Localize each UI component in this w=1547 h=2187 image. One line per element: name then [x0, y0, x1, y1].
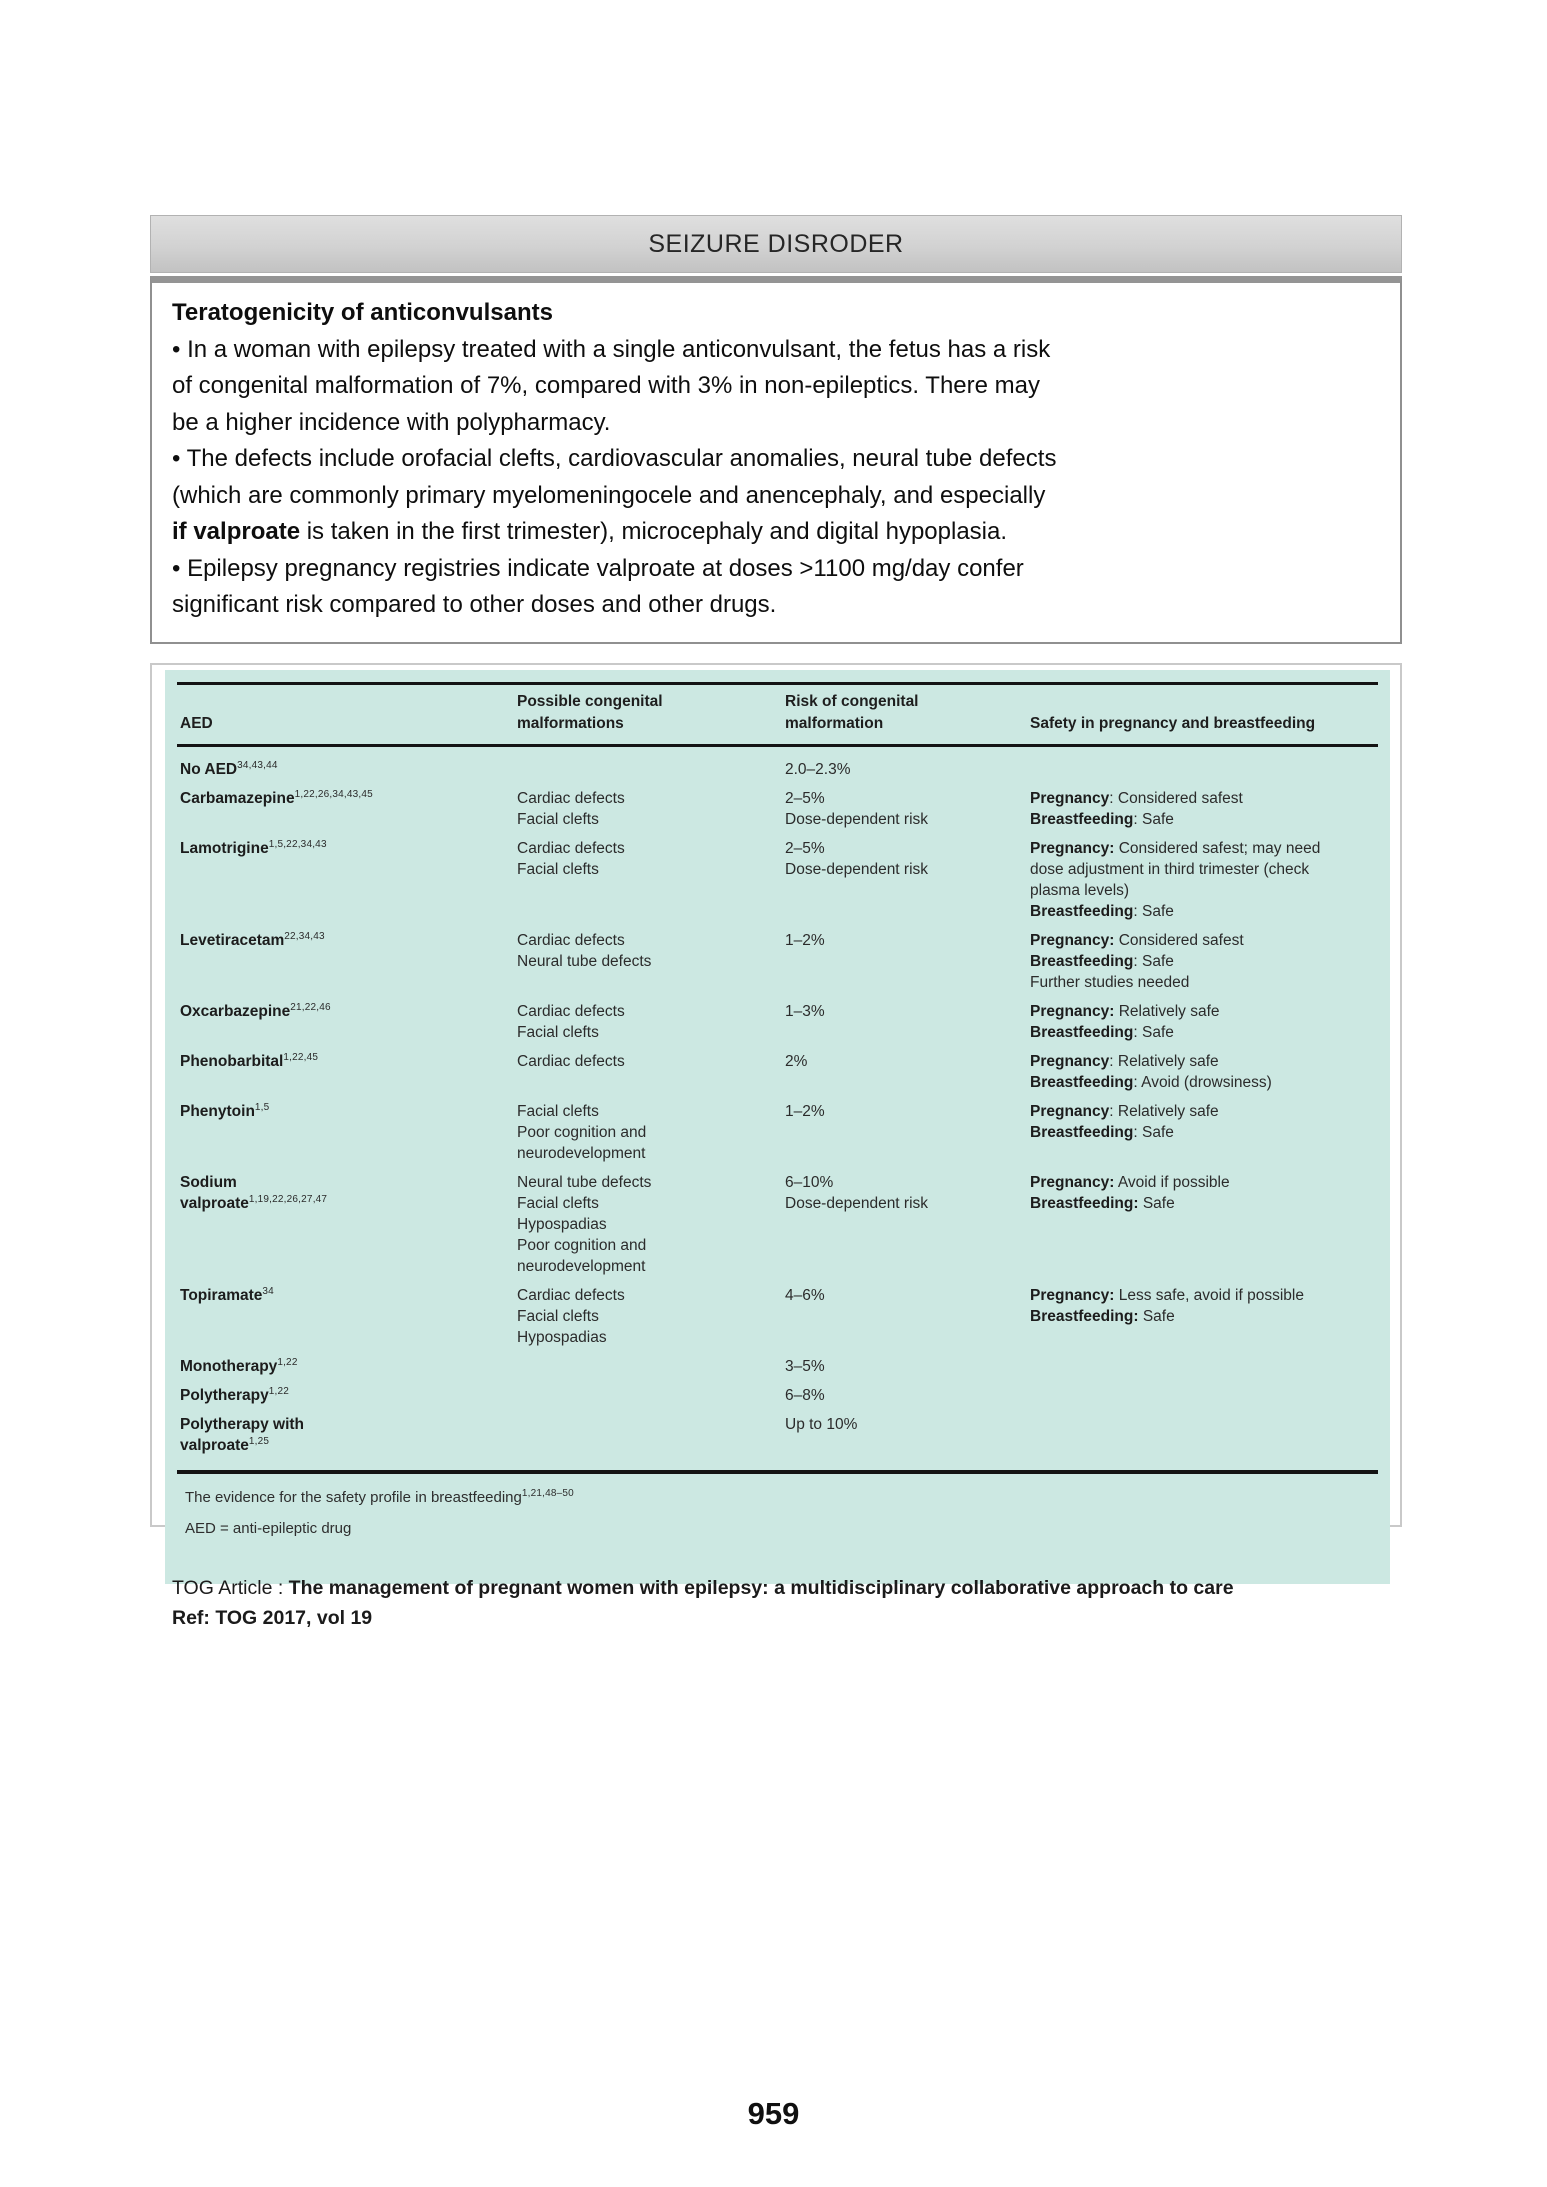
- aed-name-line: valproate$^{1,25}$: [180, 1435, 270, 1454]
- table-row: [165, 1414, 1390, 1456]
- aed-cell: [165, 838, 517, 922]
- risk-line: 2%: [785, 1052, 808, 1070]
- citation-prefix: TOG Article :: [172, 1576, 289, 1599]
- info-box-body: [172, 332, 1378, 624]
- safety-line: plasma levels): [1030, 881, 1130, 899]
- risk-cell: [785, 1356, 1030, 1377]
- malformation-line: Neural tube defects: [517, 952, 652, 970]
- column-header: [165, 713, 517, 735]
- risk-line: 3–5%: [785, 1357, 825, 1375]
- safety-line: Breastfeeding: Avoid (drowsiness): [1030, 1073, 1272, 1091]
- citation-ref-text: Ref: TOG 2017, vol 19: [172, 1606, 373, 1629]
- column-header: [1030, 713, 1388, 735]
- malformations-cell: [517, 1051, 785, 1093]
- aed-name-line: Topiramate$^{34}$: [180, 1285, 274, 1304]
- table-row: [165, 1285, 1390, 1348]
- safety-cell: [1030, 1285, 1388, 1348]
- aed-cell: [165, 759, 517, 780]
- table-header-row: [165, 685, 1390, 744]
- aed-name-line: Oxcarbazepine$^{21,22,46}$: [180, 1001, 331, 1020]
- safety-cell: [1030, 1172, 1388, 1277]
- malformation-line: neurodevelopment: [517, 1257, 646, 1275]
- table-row: [165, 1101, 1390, 1164]
- section-title: SEIZURE DISRODER: [648, 229, 904, 258]
- aed-name-line: Phenobarbital$^{1,22,45}$: [180, 1051, 319, 1070]
- risk-line: 4–6%: [785, 1286, 825, 1304]
- aed-cell: [165, 1356, 517, 1377]
- safety-cell: [1030, 1101, 1388, 1164]
- aed-name-line: No AED$^{34,43,44}$: [180, 759, 278, 778]
- risk-line: Up to 10%: [785, 1415, 858, 1433]
- safety-cell: [1030, 1414, 1388, 1456]
- malformation-line: Cardiac defects: [517, 931, 625, 949]
- malformation-line: Facial clefts: [517, 1194, 599, 1212]
- aed-cell: [165, 1172, 517, 1277]
- aed-cell: [165, 1414, 517, 1456]
- table-footnote-line: The evidence for the safety profile in breastfeeding$^{1,21,48-50}$: [185, 1487, 574, 1506]
- safety-cell: [1030, 1001, 1388, 1043]
- info-box-heading: Teratogenicity of anticonvulsants: [172, 299, 553, 326]
- table-row: [165, 1356, 1390, 1377]
- safety-line: Breastfeeding: Safe: [1030, 1307, 1175, 1325]
- page-number: 959: [747, 2096, 800, 2131]
- risk-line: 6–10%: [785, 1173, 834, 1191]
- malformations-cell: [517, 1414, 785, 1456]
- malformation-line: Facial clefts: [517, 1307, 599, 1325]
- safety-line: Breastfeeding: Safe: [1030, 902, 1174, 920]
- malformations-cell: [517, 1356, 785, 1377]
- aed-table-frame: [150, 663, 1402, 1537]
- malformations-cell: [517, 1285, 785, 1348]
- malformation-line: Poor cognition and: [517, 1123, 647, 1141]
- risk-cell: [785, 1414, 1030, 1456]
- reference-superscript: 21,22,46: [290, 1001, 331, 1013]
- safety-line: Pregnancy: Avoid if possible: [1030, 1173, 1230, 1191]
- table-row: [165, 930, 1390, 993]
- reference-superscript: 1,19,22,26,27,47: [248, 1193, 328, 1205]
- safety-cell: [1030, 1051, 1388, 1093]
- risk-cell: [785, 1385, 1030, 1406]
- malformation-line: Cardiac defects: [517, 839, 625, 857]
- table-row: [165, 1172, 1390, 1277]
- section-banner: [150, 215, 1402, 273]
- info-box-text-line: • In a woman with epilepsy treated with a single anticonvulsant, the fetus has a risk: [172, 335, 1051, 363]
- column-header-line: Safety in pregnancy and breastfeeding: [1030, 714, 1316, 732]
- malformation-line: Facial clefts: [517, 1102, 599, 1120]
- risk-cell: [785, 1001, 1030, 1043]
- malformations-cell: [517, 838, 785, 922]
- risk-line: Dose-dependent risk: [785, 1194, 929, 1212]
- risk-line: Dose-dependent risk: [785, 860, 929, 878]
- malformation-line: Facial clefts: [517, 1023, 599, 1041]
- safety-line: Pregnancy: Considered safest: [1030, 931, 1244, 949]
- malformation-line: Cardiac defects: [517, 789, 625, 807]
- column-header: [517, 691, 785, 735]
- reference-superscript: 1,22,26,34,43,45: [294, 788, 373, 800]
- risk-line: 6–8%: [785, 1386, 825, 1404]
- aed-name-line: Levetiracetam$^{22,34,43}$: [180, 930, 325, 949]
- info-box-text-line: (which are commonly primary myelomeningocele and anencephaly, and especially: [172, 481, 1046, 509]
- risk-cell: [785, 838, 1030, 922]
- risk-cell: [785, 1101, 1030, 1164]
- safety-cell: [1030, 788, 1388, 830]
- table-row: [165, 759, 1390, 780]
- safety-line: Pregnancy: Relatively safe: [1030, 1002, 1220, 1020]
- table-body: [165, 747, 1390, 1456]
- citation-block: [150, 1573, 1402, 1633]
- reference-superscript: 1,25: [248, 1435, 270, 1447]
- table-row: [165, 838, 1390, 922]
- aed-cell: [165, 1285, 517, 1348]
- table-row: [165, 1385, 1390, 1406]
- safety-line: dose adjustment in third trimester (check: [1030, 860, 1310, 878]
- reference-superscript: 1,22: [277, 1356, 298, 1368]
- column-header-line: Possible congenital: [517, 692, 663, 710]
- table-footnotes: [165, 1474, 1390, 1544]
- reference-superscript: 1,22: [268, 1385, 289, 1397]
- reference-superscript: 1,21,48–50: [521, 1487, 574, 1499]
- reference-superscript: 22,34,43: [284, 930, 325, 942]
- info-box-text-line: • The defects include orofacial clefts, cardiovascular anomalies, neural tube defects: [172, 445, 1057, 472]
- aed-name-line: Polytherapy$^{1,22}$: [180, 1385, 289, 1404]
- aed-name-line: valproate$^{1,19,22,26,27,47}$: [180, 1193, 328, 1212]
- malformations-cell: [517, 1001, 785, 1043]
- safety-line: Breastfeeding: Safe: [1030, 1123, 1174, 1141]
- malformation-line: Neural tube defects: [517, 1173, 652, 1191]
- aed-cell: [165, 1385, 517, 1406]
- safety-line: Further studies needed: [1030, 973, 1190, 991]
- aed-safety-table: [165, 670, 1390, 1584]
- malformation-line: neurodevelopment: [517, 1144, 646, 1162]
- malformations-cell: [517, 759, 785, 780]
- malformation-line: Cardiac defects: [517, 1286, 625, 1304]
- column-header-line: malformation: [785, 714, 884, 732]
- safety-cell: [1030, 1356, 1388, 1377]
- safety-cell: [1030, 838, 1388, 922]
- safety-line: Breastfeeding: Safe: [1030, 952, 1174, 970]
- risk-cell: [785, 759, 1030, 780]
- column-header-line: malformations: [517, 714, 624, 732]
- page-content: [150, 215, 1402, 1633]
- safety-cell: [1030, 1385, 1388, 1406]
- safety-line: Breastfeeding: Safe: [1030, 810, 1174, 828]
- risk-cell: [785, 788, 1030, 830]
- safety-cell: [1030, 930, 1388, 993]
- safety-cell: [1030, 759, 1388, 780]
- column-header: [785, 691, 1030, 735]
- aed-name-line: Phenytoin$^{1,5}$: [180, 1101, 270, 1120]
- malformation-line: Cardiac defects: [517, 1002, 625, 1020]
- reference-superscript: 34: [262, 1285, 274, 1297]
- malformation-line: Cardiac defects: [517, 1052, 625, 1070]
- info-box-text-line: if valproate is taken in the first trimester), microcephaly and digital hypoplasia.: [172, 518, 1008, 545]
- malformation-line: Hypospadias: [517, 1328, 607, 1346]
- malformations-cell: [517, 1385, 785, 1406]
- safety-line: Pregnancy: Less safe, avoid if possible: [1030, 1286, 1304, 1304]
- aed-cell: [165, 1051, 517, 1093]
- risk-line: Dose-dependent risk: [785, 810, 929, 828]
- table-row: [165, 788, 1390, 830]
- risk-line: 2–5%: [785, 789, 825, 807]
- risk-line: 1–2%: [785, 931, 825, 949]
- malformation-line: Hypospadias: [517, 1215, 607, 1233]
- risk-cell: [785, 1051, 1030, 1093]
- malformation-line: Facial clefts: [517, 810, 599, 828]
- column-header-line: AED: [180, 714, 213, 732]
- safety-line: Breastfeeding: Safe: [1030, 1023, 1174, 1041]
- risk-cell: [785, 1285, 1030, 1348]
- info-box-text-line: be a higher incidence with polypharmacy.: [172, 408, 611, 436]
- aed-cell: [165, 1101, 517, 1164]
- risk-line: 2–5%: [785, 839, 825, 857]
- teratogenicity-info-box: [150, 276, 1402, 644]
- info-box-text-line: of congenital malformation of 7%, compared with 3% in non-epileptics. There may: [172, 372, 1040, 399]
- malformations-cell: [517, 788, 785, 830]
- safety-line: Pregnancy: Relatively safe: [1030, 1102, 1219, 1120]
- malformation-line: Facial clefts: [517, 860, 599, 878]
- risk-line: 1–2%: [785, 1102, 825, 1120]
- malformations-cell: [517, 1101, 785, 1164]
- citation-line: [172, 1573, 1402, 1603]
- citation-ref: [172, 1603, 1402, 1633]
- aed-cell: [165, 1001, 517, 1043]
- risk-line: 1–3%: [785, 1002, 825, 1020]
- reference-superscript: 34,43,44: [237, 759, 278, 771]
- reference-superscript: 1,5,22,34,43: [268, 838, 327, 850]
- column-header-line: Risk of congenital: [785, 692, 919, 710]
- aed-name-line: Polytherapy with: [180, 1415, 305, 1433]
- info-box-text-line: • Epilepsy pregnancy registries indicate valproate at doses >1100 mg/day confer: [172, 554, 1024, 582]
- citation-title: The management of pregnant women with epilepsy: a multidisciplinary collaborative approach to care: [288, 1576, 1234, 1599]
- aed-name-line: Lamotrigine$^{1,5,22,34,43}$: [180, 838, 327, 857]
- safety-line: Pregnancy: Relatively safe: [1030, 1052, 1219, 1070]
- aed-name-line: Carbamazepine$^{1,22,26,34,43,45}$: [180, 788, 373, 807]
- aed-name-line: Sodium: [180, 1173, 237, 1191]
- reference-superscript: 1,22,45: [283, 1051, 319, 1063]
- risk-line: 2.0–2.3%: [785, 760, 851, 778]
- malformations-cell: [517, 930, 785, 993]
- table-footnote-line: AED = anti-epileptic drug: [185, 1519, 352, 1537]
- table-row: [165, 1051, 1390, 1093]
- risk-cell: [785, 1172, 1030, 1277]
- aed-cell: [165, 930, 517, 993]
- malformations-cell: [517, 1172, 785, 1277]
- safety-line: Pregnancy: Considered safest; may need: [1030, 839, 1321, 857]
- risk-cell: [785, 930, 1030, 993]
- safety-line: Pregnancy: Considered safest: [1030, 789, 1243, 807]
- reference-superscript: 1,5: [254, 1101, 270, 1113]
- malformation-line: Poor cognition and: [517, 1236, 647, 1254]
- aed-cell: [165, 788, 517, 830]
- aed-name-line: Monotherapy$^{1,22}$: [180, 1356, 298, 1375]
- info-box-text-line: significant risk compared to other doses and other drugs.: [172, 591, 777, 618]
- safety-line: Breastfeeding: Safe: [1030, 1194, 1175, 1212]
- table-row: [165, 1001, 1390, 1043]
